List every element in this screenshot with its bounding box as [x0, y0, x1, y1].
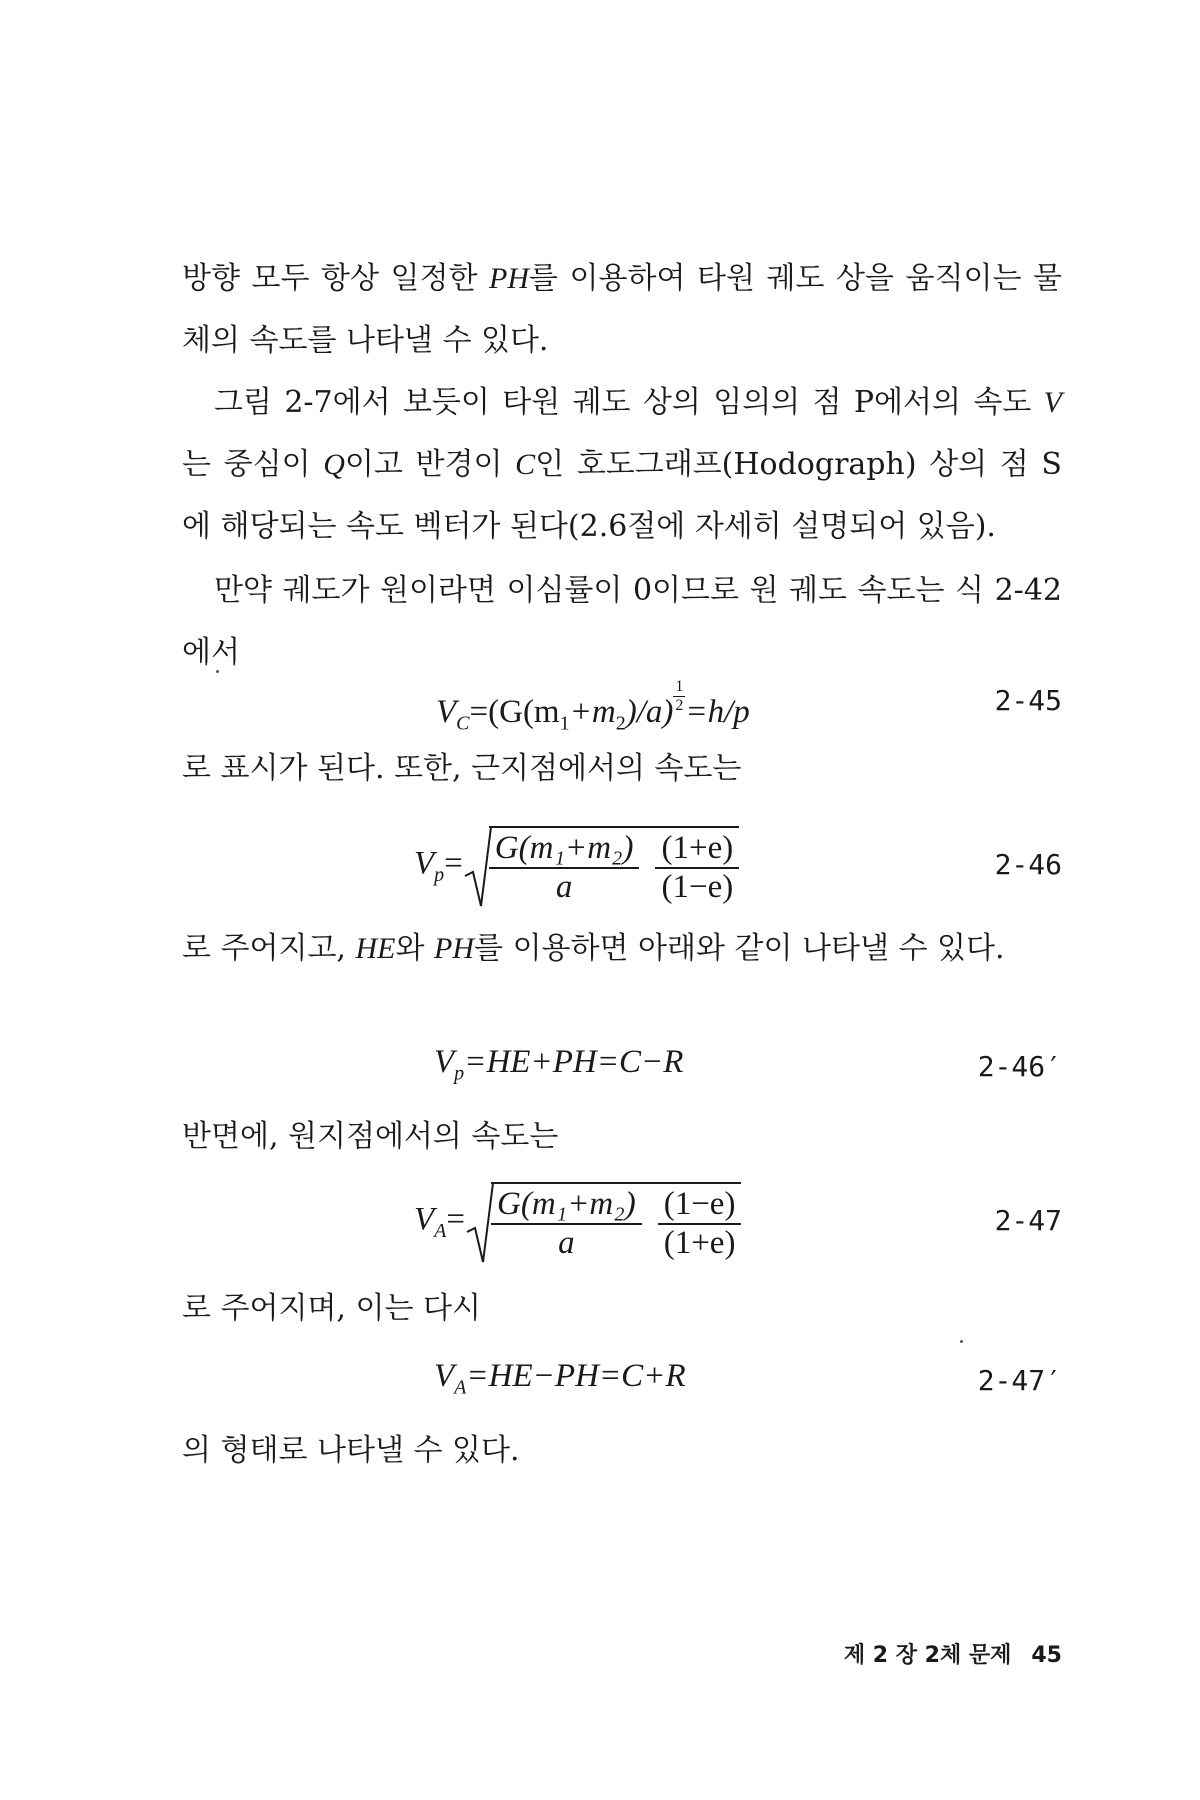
- eq-subscript: p: [434, 864, 445, 887]
- sqrt-content: [491, 1182, 741, 1262]
- frac-den: (1+e): [663, 1225, 736, 1261]
- italic-symbol: HE: [355, 932, 396, 965]
- eq-symbol: V: [434, 1358, 455, 1394]
- frac-den: a: [555, 869, 573, 905]
- eq-subscript: p: [454, 1062, 465, 1085]
- paragraph-2: [182, 372, 1062, 558]
- paragraph-5: [182, 918, 1062, 980]
- frac-den: (1−e): [661, 869, 734, 905]
- eq-text: =HE+PH=C−R: [464, 1044, 684, 1080]
- page-number: 45: [1031, 1643, 1062, 1668]
- italic-symbol: PH: [434, 932, 475, 965]
- eq-subscript: 2: [615, 712, 626, 735]
- eq-symbol: V: [436, 694, 457, 730]
- italic-symbol: Q: [323, 448, 345, 481]
- fraction: [655, 830, 739, 906]
- text-run: 인 호도그래프(Hodograph) 상의 점 S에 해당되는 속도 벡터가 된다(2.6절에 자세히 설명되어 있음).: [182, 447, 1062, 544]
- paragraph-1: [182, 248, 1062, 372]
- italic-symbol: C: [515, 448, 536, 481]
- sqrt: [463, 826, 739, 906]
- text-run: 를 이용하면 아래와 같이 나타낼 수 있다.: [474, 931, 1005, 966]
- equation-2-46-prime: [434, 1044, 683, 1086]
- sqrt: [465, 1182, 741, 1262]
- eq-symbol: V: [414, 1201, 435, 1238]
- eq-text: )/a): [625, 694, 674, 730]
- eq-text: =h/p: [685, 694, 750, 730]
- frac-num: G(m₁+m₂): [491, 1186, 642, 1225]
- text-run: 로 주어지고,: [182, 931, 356, 966]
- text-run: 를 이용하여 타원 궤도 상을 움직이는 물체의 속도를 나타낼 수 있다.: [182, 261, 1062, 358]
- equation-number: 2-47′: [977, 1364, 1062, 1397]
- paragraph-7: 로 주어지며, 이는 다시: [182, 1291, 481, 1326]
- eq-text: =: [444, 845, 463, 882]
- frac-den: a: [558, 1225, 575, 1261]
- frac-num: (1+e): [655, 830, 739, 869]
- equation-number: 2-46: [994, 848, 1062, 881]
- frac-num: (1−e): [658, 1186, 742, 1225]
- paragraph-3: 만약 궤도가 원이라면 이심률이 0이므로 원 궤도 속도는 식 2-42에서: [182, 573, 1062, 670]
- eq-text: =HE−PH=C+R: [466, 1358, 686, 1394]
- exp-den: 2: [675, 697, 684, 714]
- fraction: [491, 1186, 642, 1262]
- stray-dot: [960, 1340, 963, 1343]
- text-run: 방향 모두 항상 일정한: [182, 261, 490, 296]
- paragraph-4: 로 표시가 된다. 또한, 근지점에서의 속도는: [182, 751, 742, 786]
- text-run: 와: [395, 931, 435, 966]
- eq-symbol: V: [414, 845, 435, 882]
- equation-2-45: [436, 678, 750, 736]
- eq-text: =(G(m: [469, 694, 560, 730]
- text-run: 그림 2-7에서 보듯이 타원 궤도 상의 임의의 점 P에서의 속도: [214, 385, 1044, 420]
- equation-number: 2-46′: [977, 1050, 1062, 1083]
- fraction: [489, 830, 640, 906]
- radical-sign: [465, 1182, 495, 1264]
- radical-sign: [463, 826, 493, 908]
- eq-text: +m: [569, 694, 616, 730]
- eq-subscript: A: [434, 1220, 447, 1243]
- frac-num: G(m₁+m₂): [489, 830, 640, 869]
- sqrt-content: [489, 826, 739, 906]
- exp-num: 1: [675, 678, 684, 695]
- italic-symbol: V: [1043, 386, 1062, 419]
- text-run: 는 중심이: [182, 447, 324, 482]
- eq-subscript: 1: [559, 712, 570, 735]
- eq-exponent: [673, 678, 685, 715]
- equation-2-47-prime: [434, 1358, 686, 1400]
- text-run: 이고 반경이: [344, 447, 516, 482]
- equation-2-46: [414, 826, 739, 906]
- eq-symbol: V: [434, 1044, 455, 1080]
- equation-number: 2-45: [994, 684, 1062, 717]
- eq-subscript: C: [456, 712, 470, 735]
- fraction: [658, 1186, 742, 1262]
- eq-subscript: A: [454, 1376, 467, 1399]
- italic-symbol: PH: [489, 262, 530, 295]
- paragraph-6: 반면에, 원지점에서의 속도는: [182, 1119, 559, 1154]
- equation-number: 2-47: [994, 1204, 1062, 1237]
- stray-dot: [216, 670, 219, 673]
- eq-text: =: [446, 1201, 466, 1238]
- page-footer: [844, 1638, 1062, 1669]
- paragraph-8: 의 형태로 나타낼 수 있다.: [182, 1433, 520, 1468]
- chapter-title: 제 2 장 2체 문제: [843, 1643, 1012, 1668]
- equation-2-47: [414, 1182, 741, 1262]
